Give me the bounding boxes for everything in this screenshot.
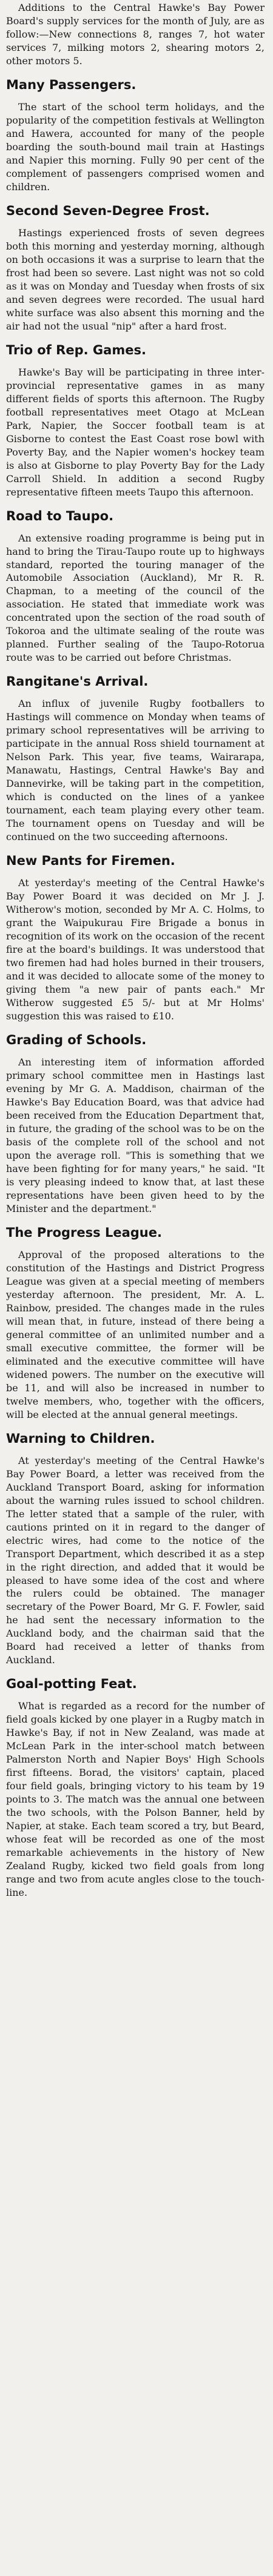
news-item [6, 202, 265, 333]
news-item-body: At yesterday's meeting of the Central Hawke's Bay Power Board it was decided on Mr J. J. Witherow's motion, seconded by Mr A. C. Holms, to grant the Waipukurau Fire Brigade a bonus in recognition of its work on the occasion of the recent fire at the board's buildings. It was understood that two firemen had had holes burned in their trousers, and it was decided to allocate some of the money to giving them "a new pair of pants each." Mr Witherow suggested £5 5/- but at Mr Holms' suggestion this was raised to £10. [6, 877, 265, 1022]
news-item [6, 1224, 265, 1422]
news-item [6, 508, 265, 665]
news-item-heading: Second Seven-Degree Frost. [6, 203, 210, 218]
news-item-body: What is regarded as a record for the number of field goals kicked by one player in a Rugby match in Hawke's Bay, if not in New Zealand, was made at McLean Park in the inter-school match between Palmerston North and Napier Boys' High Schools first fifteens. Borad, the visitors' captain, placed four field goals, bringing victory to his team by 19 points to 3. The match was the annual one between the two schools, with the Polson Banner, held by Napier, at stake. Each team scored a try, but Beard, whose feat will be recorded as one of the most remarkable achievements in the history of New Zealand Rugby, kicked two field goals from long range and two from acute angles close to the touch-line. [6, 1700, 265, 1899]
news-item [6, 1031, 265, 1216]
news-item-body: The start of the school term holidays, and the popularity of the competition festivals at Wellington and Hawera, accounted for many of the people boarding the south-bound mail train at Hastings and Napier this morning. Fully 90 per cent of the complement of passengers comprised women and children. [6, 101, 265, 193]
news-item-heading: New Pants for Firemen. [6, 853, 175, 869]
news-item-body: At yesterday's meeting of the Central Hawke's Bay Power Board, a letter was received from the Auckland Transport Board, asking for information about the warning rules issued to school children. The letter stated that a sample of the ruler, with cautions printed on it in regard to the danger of electric wires, had come to the notice of the Transport Department, which described it as a step in the right direction, and added that it would be pleased to have some idea of the cost and where the rulers could be obtained. The manager secretary of the Power Board, Mr G. F. Fowler, said he had sent the necessary information to the Auckland body, and the chairman said that the Board had received a letter of thanks from Auckland. [6, 1454, 265, 1666]
news-item-body: Hawke's Bay will be participating in three inter-provincial representative games in as many different fields of sports this afternoon. The Rugby football representatives meet Otago at McLean Park, Napier, the Soccer football team is at Gisborne to contest the East Coast rose bowl with Poverty Bay, and the Napier women's hockey team is also at Gisborne to play Poverty Bay for the Lady Carroll Shield. In addition a second Rugby representative fifteen meets Taupo this afternoon. [6, 366, 265, 498]
news-item [6, 1675, 265, 1899]
news-item-body: Approval of the proposed alterations to the constitution of the Hastings and District Progress League was given at a special meeting of members yesterday afternoon. The president, Mr. A. L. Rainbow, presided. The changes made in the rules will mean that, in future, instead of there being a general committee of an unlimited number and a small executive committee, the former will be eliminated and the executive committee will have widened powers. The number on the executive will be 11, and will also be increased in number to twelve members, who, together with the officers, will be elected at the annual general meetings. [6, 1248, 265, 1420]
news-item [6, 852, 265, 1023]
news-item [6, 673, 265, 844]
news-item-heading: Warning to Children. [6, 1431, 155, 1446]
news-item-body: An influx of juvenile Rugby footballers to Hastings will commence on Monday when teams of primary school representatives will be arriving to participate in the annual Ross shield tournament at Nelson Park. This year, five teams, Wairarapa, Manawatu, Hastings, Central Hawke's Bay and Dannevirke, will be taking part in the competition, which is conducted on the lines of a yankee tournament, each team playing every other team. The tournament opens on Tuesday and will be continued on the two succeeding afternoons. [6, 698, 265, 843]
news-item-heading: Trio of Rep. Games. [6, 342, 146, 357]
news-item-body: An extensive roading programme is being put in hand to bring the Tirau-Taupo route up to highways standard, reported the touring manager of the Automobile Association (Auckland), Mr R. R. Chapman, to a meeting of the council of the association. He stated that immediate work was concentrated upon the section of the road south of Tokoroa and the ultimate sealing of the route was planned. Further sealing of the Taupo-Rotorua route was to be carried out before Christmas. [6, 532, 265, 664]
news-item-body: Hastings experienced frosts of seven degrees both this morning and yesterday morning, although on both occasions it was a surprise to learn that the frost had been so severe. Last night was not so cold as it was on Monday and Tuesday when frosts of six and seven degrees were recorded. The usual hard white surface was also absent this morning and the air had not the usual "nip" after a hard frost. [6, 227, 265, 332]
news-item [6, 1430, 265, 1667]
news-item [6, 1, 265, 68]
news-item-heading: Grading of Schools. [6, 1033, 147, 1048]
news-item [6, 76, 265, 194]
news-item-body: Additions to the Central Hawke's Bay Power Board's supply services for the month of July, are as follow:—New connections 8, ranges 7, hot water services 7, milking motors 2, shearing motors 2, other motors 5. [6, 2, 265, 67]
news-item-heading: The Progress League. [6, 1225, 162, 1240]
news-item-heading: Many Passengers. [6, 77, 136, 92]
news-item-heading: Rangitane's Arrival. [6, 674, 149, 689]
news-item-body: An interesting item of information afforded primary school committee men in Hastings last evening by Mr G. A. Maddison, chairman of the Hawke's Bay Education Board, was that advice had been received from the Education Department that, in future, the grading of the school was to be on the basis of the complete roll of the school and not upon the average roll. "This is something that we have been fighting for for many years," he said. "It is very pleasing indeed to know that, at last these representations have been given heed to by the Minister and the department." [6, 1056, 265, 1214]
news-item-heading: Goal-potting Feat. [6, 1677, 137, 1692]
news-item [6, 342, 265, 499]
news-item-heading: Road to Taupo. [6, 508, 114, 523]
